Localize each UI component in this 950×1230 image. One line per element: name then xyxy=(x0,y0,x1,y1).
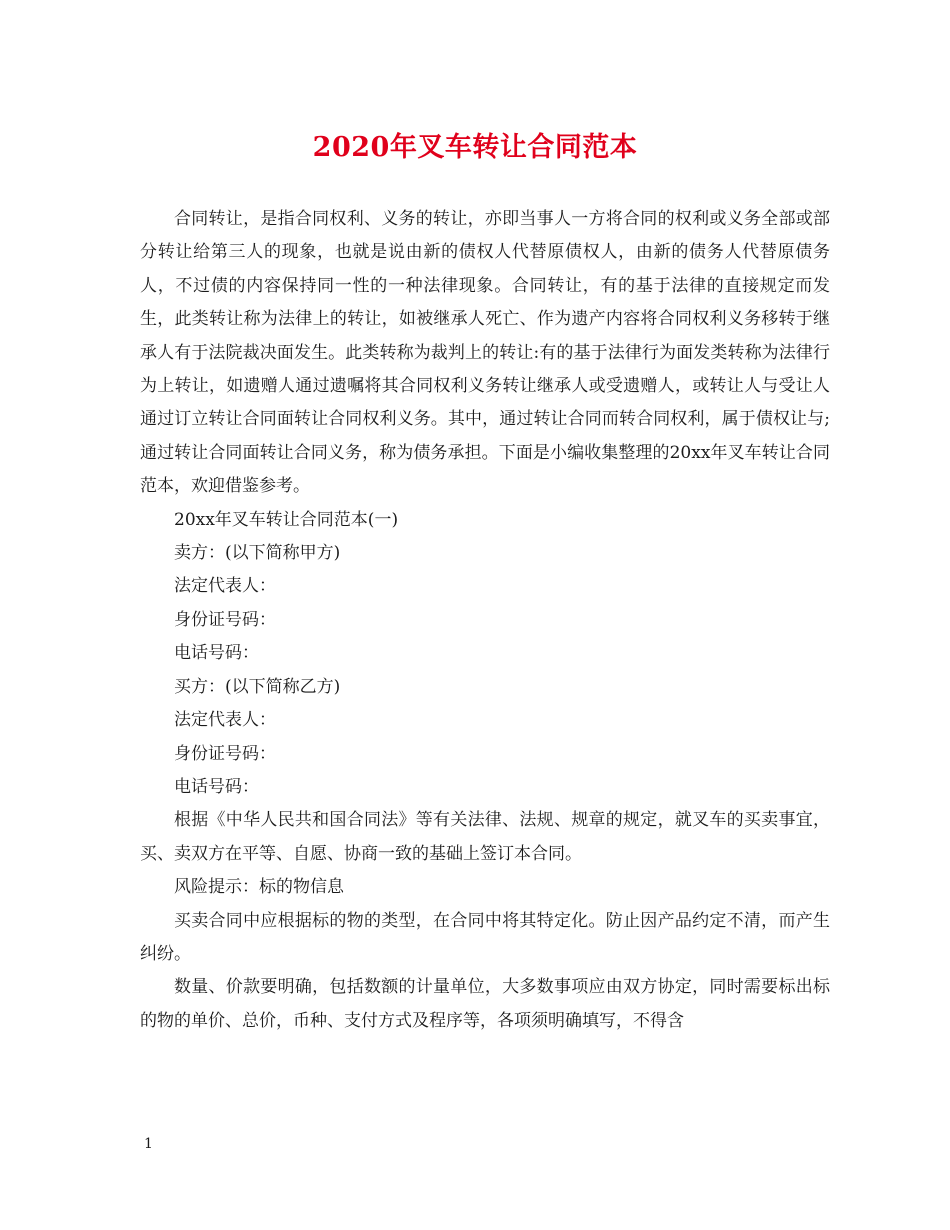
paragraph-subtitle: 20xx年叉车转让合同范本(一) xyxy=(174,509,399,530)
paragraph-seller-rep: 法定代表人： xyxy=(174,576,276,597)
paragraph-intro: 合同转让，是指合同权利、义务的转让，亦即当事人一方将合同的权利或义务全部或部分转让给第三人的现象，也就是说由新的债权人代替原债权人，由新的债务人代替原债务人，不过债的内容保持同一性的一种法律现象。合同转让，有的基于法律的直接规定而发生，此类转让称为法律上的转让，如被继承人死亡、作为遗产内容将合同权利义务移转于继承人有于法院裁决面发生。此类转称为裁判上的转让:有的基于法律行为面发类转称为法律行为上转让，如遗赠人通过遗嘱将其合同权利义务转让继承人或受遗赠人，或转让人与受让人通过订立转让合同面转让合同权利义务。其中，通过转让合同而转合同权利，属于债权让与;通过转让合同面转让合同义务，称为债务承担。下面是小编收集整理的20xx年叉车转让合同范本，欢迎借鉴参考。 xyxy=(140,209,830,497)
paragraph-quantity-price: 数量、价款要明确，包括数额的计量单位，大多数事项应由双方协定，同时需要标出标的物的单价、总价，币种、支付方式及程序等，各项须明确填写，不得含 xyxy=(140,977,830,1031)
paragraph-buyer: 买方：(以下简称乙方) xyxy=(174,676,341,697)
paragraph-risk-tip: 风险提示：标的物信息 xyxy=(174,877,344,898)
paragraph-buyer-id: 身份证号码： xyxy=(174,743,276,764)
paragraph-basis: 根据《中华人民共和国合同法》等有关法律、法规、规章的规定，就叉车的买卖事宜，买、卖双方在平等、自愿、协商一致的基础上签订本合同。 xyxy=(140,810,830,864)
paragraph-subject-matter: 买卖合同中应根据标的物的类型，在合同中将其特定化。防止因产品约定不清，而产生纠纷。 xyxy=(140,910,830,964)
document-title: 2020年叉车转让合同范本 xyxy=(312,132,638,163)
paragraph-seller-id: 身份证号码： xyxy=(174,609,276,630)
paragraph-seller-phone: 电话号码： xyxy=(174,643,259,664)
paragraph-seller: 卖方：(以下简称甲方) xyxy=(174,543,341,564)
document-body xyxy=(140,203,830,1038)
paragraph-buyer-rep: 法定代表人： xyxy=(174,710,276,731)
page-number: 1 xyxy=(144,1136,153,1152)
paragraph-buyer-phone: 电话号码： xyxy=(174,776,259,797)
